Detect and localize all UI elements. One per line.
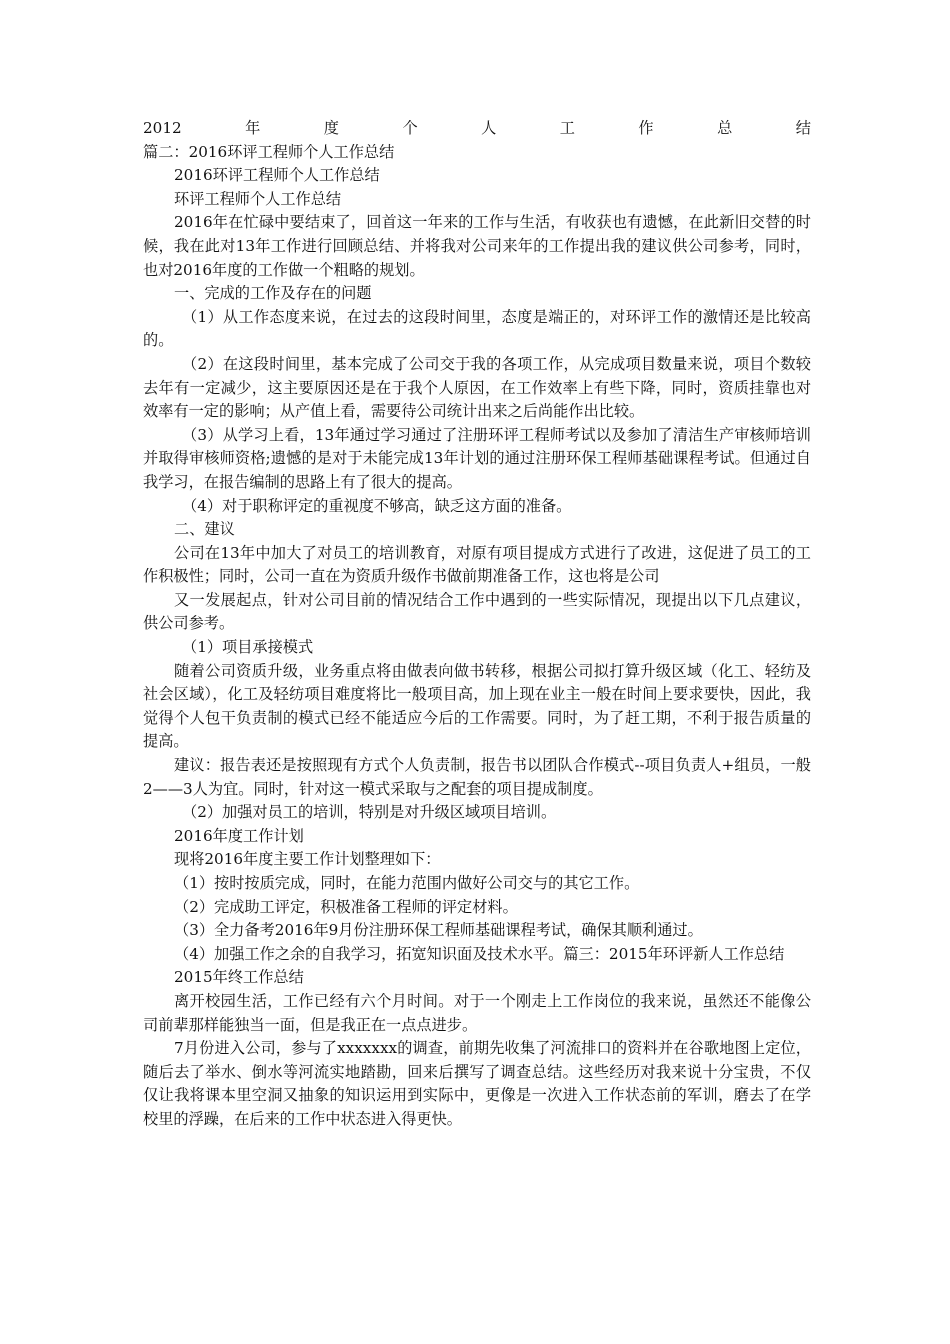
- title-char: 度: [323, 119, 339, 137]
- subtitle: 2016环评工程师个人工作总结: [174, 166, 380, 185]
- body-paragraph: 7月份进入公司，参与了xxxxxxx的调查，前期先收集了河流排口的资料并在谷歌地图上定位，随后去了举水、倒水等河流实地踏勘，回来后撰写了调查总结。这些经历对我来说十分宝贵，不仅仅让我将课本里空洞又抽象的知识运用到实际中，更像是一次进入工作状态前的军训，磨去了在学校里的浮躁，在后来的工作中状态进入得更快。: [143, 1039, 811, 1128]
- title-char: 结: [795, 119, 811, 137]
- body-paragraph: 公司在13年中加大了对员工的培训教育，对原有项目提成方式进行了改进，这促进了员工的工作积极性；同时，公司一直在为资质升级作书做前期准备工作，这也将是公司: [143, 543, 811, 586]
- list-item: （4）对于职称评定的重视度不够高，缺乏这方面的准备。: [182, 496, 572, 515]
- section-heading: 篇二：2016环评工程师个人工作总结: [143, 142, 395, 161]
- title-char: 作: [638, 119, 654, 137]
- list-item: （2）加强对员工的培训，特别是对升级区域项目培训。: [182, 803, 557, 822]
- body-paragraph: 随着公司资质升级，业务重点将由做表向做书转移，根据公司拟打算升级区域（化工、轻纺及社会区域），化工及轻纺项目难度将比一般项目高，加上现在业主一般在时间上要求要快，因此，我觉得个人包干负责制的模式已经不能适应今后的工作需要。同时，为了赶工期，不利于报告质量的提高。: [143, 661, 811, 751]
- title-char: 人: [481, 119, 497, 137]
- body-paragraph: 现将2016年度主要工作计划整理如下：: [174, 850, 441, 869]
- section-heading: 一、完成的工作及存在的问题: [174, 284, 372, 303]
- list-item: （3）全力备考2016年9月份注册环保工程师基础课程考试，确保其顺利通过。: [174, 921, 703, 940]
- subtitle: 环评工程师个人工作总结: [174, 189, 342, 208]
- list-item: （1）从工作态度来说，在过去的这段时间里，态度是端正的，对环评工作的激情还是比较高的。: [143, 307, 811, 350]
- document-title: [143, 117, 811, 141]
- title-char: 总: [717, 119, 733, 137]
- body-paragraph: 建议：报告表还是按照现有方式个人负责制，报告书以团队合作模式--项目负责人+组员，一般2——3人为宜。同时，针对这一模式采取与之配套的项目提成制度。: [143, 756, 811, 798]
- list-item: （2）完成助工评定，积极准备工程师的评定材料。: [174, 897, 518, 916]
- title-char: 工: [559, 119, 575, 137]
- list-item: （3）从学习上看，13年通过学习通过了注册环评工程师考试以及参加了清洁生产审核师培训并取得审核师资格;遗憾的是对于未能完成13年计划的通过注册环保工程师基础课程考试。但通过自我学习，在报告编制的思路上有了很大的提高。: [143, 425, 811, 491]
- list-item: （1）按时按质完成，同时，在能力范围内做好公司交与的其它工作。: [174, 874, 640, 892]
- section-heading: 2016年度工作计划: [174, 826, 304, 845]
- subtitle: 2015年终工作总结: [174, 968, 304, 987]
- document-page: [143, 117, 811, 1132]
- title-char: 2012: [143, 119, 182, 137]
- body-paragraph: 2016年在忙碌中要结束了，回首这一年来的工作与生活，有收获也有遗憾，在此新旧交替的时候，我在此对13年工作进行回顾总结、并将我对公司来年的工作提出我的建议供公司参考，同时，也对2016年度的工作做一个粗略的规划。: [143, 213, 811, 279]
- section-heading: 二、建议: [174, 520, 235, 539]
- body-paragraph: 又一发展起点，针对公司目前的情况结合工作中遇到的一些实际情况，现提出以下几点建议，供公司参考。: [143, 590, 811, 633]
- list-item: （2）在这段时间里，基本完成了公司交于我的各项工作，从完成项目数量来说，项目个数较去年有一定减少，这主要原因还是在于我个人原因，在工作效率上有些下降，同时，资质挂靠也对效率有一定的影响；从产值上看，需要待公司统计出来之后尚能作出比较。: [143, 354, 811, 421]
- title-char: 年: [245, 119, 261, 137]
- list-item: （1）项目承接模式: [182, 638, 314, 657]
- title-char: 个: [402, 119, 418, 137]
- body-paragraph: 离开校园生活，工作已经有六个月时间。对于一个刚走上工作岗位的我来说，虽然还不能像公司前辈那样能独当一面，但是我正在一点点进步。: [143, 991, 811, 1034]
- list-item: （4）加强工作之余的自我学习，拓宽知识面及技术水平。篇三：2015年环评新人工作总结: [174, 944, 785, 963]
